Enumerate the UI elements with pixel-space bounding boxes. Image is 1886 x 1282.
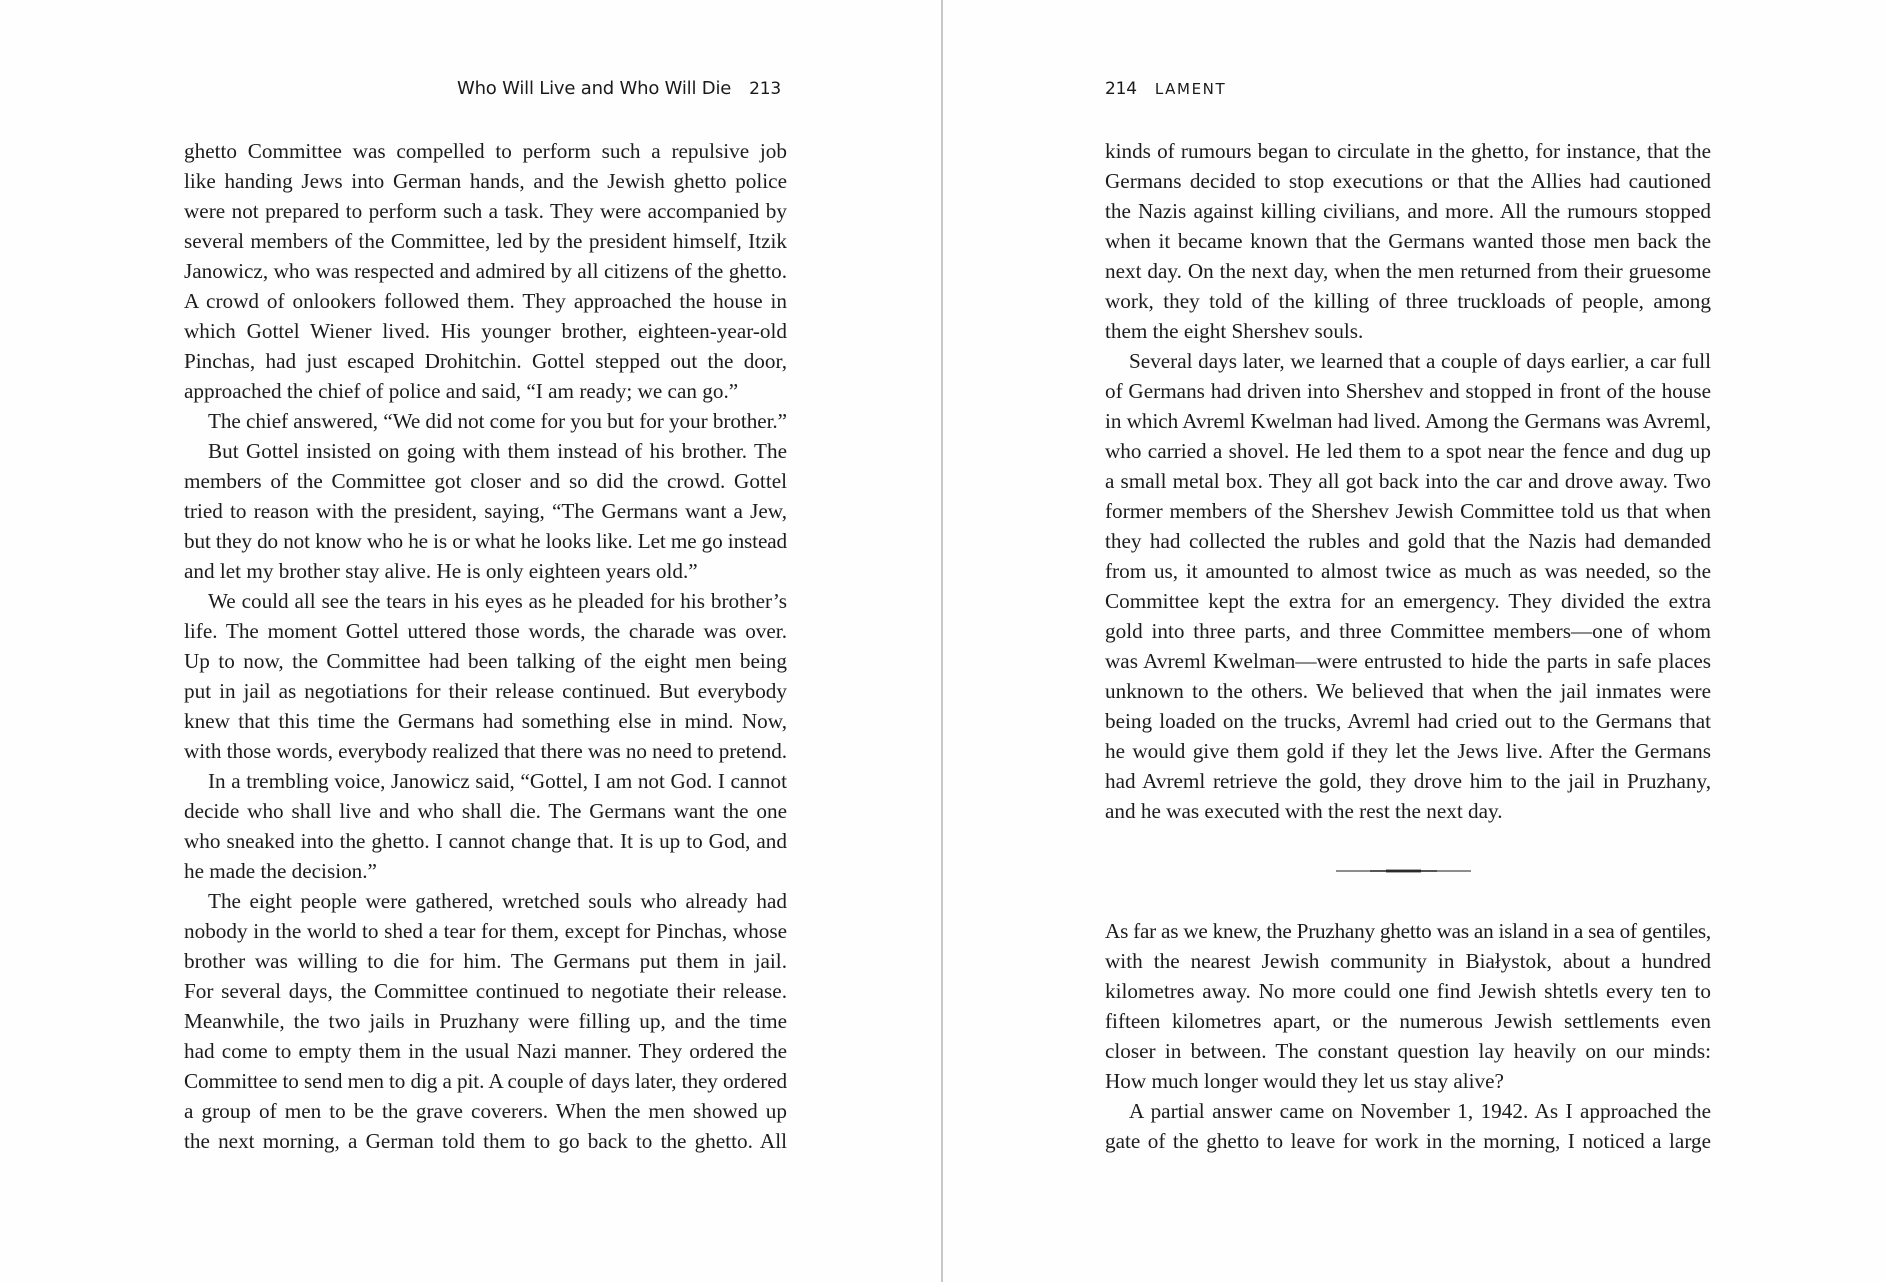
text-line: who carried a shovel. He led them to a spot near the fence and dug up xyxy=(1105,439,1711,463)
running-head-right xyxy=(1105,78,1226,99)
text-line: when it became known that the Germans wanted those men back the xyxy=(1105,229,1711,253)
text-line: fifteen kilometres apart, or the numerous Jewish settlements even xyxy=(1105,1009,1711,1033)
text-line: closer in between. The constant question lay heavily on our minds: xyxy=(1105,1039,1711,1063)
text-line: Committee to send men to dig a pit. A couple of days later, they ordered xyxy=(184,1069,787,1093)
text-line: from us, it amounted to almost twice as much as was needed, so the xyxy=(1105,559,1711,583)
text-line: which Gottel Wiener lived. His younger brother, eighteen-year-old xyxy=(184,319,787,343)
text-line: For several days, the Committee continued to negotiate their release. xyxy=(184,979,787,1003)
left-page xyxy=(0,0,941,1282)
text-line: and he was executed with the rest the next day. xyxy=(1105,799,1503,823)
text-line: ghetto Committee was compelled to perform such a repulsive job xyxy=(184,139,787,163)
ornamental-rule-icon xyxy=(1336,869,1471,873)
text-line: a group of men to be the grave coverers. When the men showed up xyxy=(184,1099,787,1123)
text-line: several members of the Committee, led by the president himself, Itzik xyxy=(184,229,787,253)
text-line: the next morning, a German told them to go back to the ghetto. All xyxy=(184,1129,787,1153)
text-line: Several days later, we learned that a couple of days earlier, a car full xyxy=(1129,349,1711,373)
body-text-left xyxy=(184,136,787,1156)
text-line: with those words, everybody realized that there was no need to pretend. xyxy=(184,739,787,763)
text-line: But Gottel insisted on going with them instead of his brother. The xyxy=(208,439,787,463)
text-line: decide who shall live and who shall die. The Germans want the one xyxy=(184,799,787,823)
text-line: A partial answer came on November 1, 1942. As I approached the xyxy=(1129,1099,1711,1123)
text-line: A crowd of onlookers followed them. They approached the house in xyxy=(184,289,787,313)
text-line: In a trembling voice, Janowicz said, “Gottel, I am not God. I cannot xyxy=(208,769,787,793)
text-line: unknown to the others. We believed that when the jail inmates were xyxy=(1105,679,1711,703)
text-line: they had collected the rubles and gold that the Nazis had demanded xyxy=(1105,529,1711,553)
text-line: gate of the ghetto to leave for work in the morning, I noticed a large xyxy=(1105,1129,1711,1153)
page-number: 213 xyxy=(749,79,781,99)
text-line: As far as we knew, the Pruzhany ghetto was an island in a sea of gentiles, xyxy=(1105,919,1711,943)
text-line: he would give them gold if they let the Jews live. After the Germans xyxy=(1105,739,1711,763)
text-line: knew that this time the Germans had something else in mind. Now, xyxy=(184,709,787,733)
text-line: gold into three parts, and three Committee members—one of whom xyxy=(1105,619,1711,643)
text-line: The eight people were gathered, wretched souls who already had xyxy=(208,889,787,913)
text-line: he made the decision.” xyxy=(184,859,377,883)
text-line: them the eight Shershev souls. xyxy=(1105,319,1364,343)
page-number: 214 xyxy=(1105,79,1137,99)
right-page xyxy=(943,0,1886,1282)
text-line: Germans decided to stop executions or that the Allies had cautioned xyxy=(1105,169,1711,193)
text-line: tried to reason with the president, saying, “The Germans want a Jew, xyxy=(184,499,787,523)
text-line: Pinchas, had just escaped Drohitchin. Gottel stepped out the door, xyxy=(184,349,787,373)
text-line: former members of the Shershev Jewish Committee told us that when xyxy=(1105,499,1711,523)
text-line: kilometres away. No more could one find Jewish shtetls every ten to xyxy=(1105,979,1711,1003)
text-line: put in jail as negotiations for their release continued. But everybody xyxy=(184,679,787,703)
text-line: were not prepared to perform such a task. They were accompanied by xyxy=(184,199,787,223)
text-line: How much longer would they let us stay alive? xyxy=(1105,1069,1504,1093)
text-line: a small metal box. They all got back into the car and drove away. Two xyxy=(1105,469,1711,493)
text-line: had come to empty them in the usual Nazi manner. They ordered the xyxy=(184,1039,787,1063)
text-line: Janowicz, who was respected and admired by all citizens of the ghetto. xyxy=(184,259,787,283)
text-line: Up to now, the Committee had been talking of the eight men being xyxy=(184,649,787,673)
text-line: approached the chief of police and said, “I am ready; we can go.” xyxy=(184,379,739,403)
running-head-title: Who Will Live and Who Will Die xyxy=(457,78,732,99)
text-line: next day. On the next day, when the men returned from their gruesome xyxy=(1105,259,1711,283)
text-line: Meanwhile, the two jails in Pruzhany were filling up, and the time xyxy=(184,1009,787,1033)
section-break xyxy=(1105,826,1711,916)
text-line: with the nearest Jewish community in Białystok, about a hundred xyxy=(1105,949,1711,973)
text-line: The chief answered, “We did not come for you but for your brother.” xyxy=(208,409,787,433)
text-line: Committee kept the extra for an emergency. They divided the extra xyxy=(1105,589,1711,613)
text-line: in which Avreml Kwelman had lived. Among the Germans was Avreml, xyxy=(1105,409,1711,433)
text-line: of Germans had driven into Shershev and stopped in front of the house xyxy=(1105,379,1711,403)
running-head-left xyxy=(457,78,781,99)
text-line: the Nazis against killing civilians, and more. All the rumours stopped xyxy=(1105,199,1711,223)
text-line: was Avreml Kwelman—were entrusted to hide the parts in safe places xyxy=(1105,649,1711,673)
text-line: We could all see the tears in his eyes as he pleaded for his brother’s xyxy=(208,589,787,613)
text-line: but they do not know who he is or what he looks like. Let me go instead xyxy=(184,529,787,553)
text-line: brother was willing to die for him. The Germans put them in jail. xyxy=(184,949,787,973)
text-line: nobody in the world to shed a tear for them, except for Pinchas, whose xyxy=(184,919,787,943)
text-line: like handing Jews into German hands, and the Jewish ghetto police xyxy=(184,169,787,193)
text-line: life. The moment Gottel uttered those words, the charade was over. xyxy=(184,619,787,643)
running-head-title: LAMENT xyxy=(1154,80,1227,98)
text-line: kinds of rumours began to circulate in the ghetto, for instance, that the xyxy=(1105,139,1711,163)
text-line: being loaded on the trucks, Avreml had cried out to the Germans that xyxy=(1105,709,1711,733)
text-line: members of the Committee got closer and so did the crowd. Gottel xyxy=(184,469,787,493)
text-line: who sneaked into the ghetto. I cannot change that. It is up to God, and xyxy=(184,829,787,853)
text-line: work, they told of the killing of three truckloads of people, among xyxy=(1105,289,1711,313)
text-line: had Avreml retrieve the gold, they drove him to the jail in Pruzhany, xyxy=(1105,769,1711,793)
text-line: and let my brother stay alive. He is only eighteen years old.” xyxy=(184,559,698,583)
body-text-right xyxy=(1105,136,1711,1156)
